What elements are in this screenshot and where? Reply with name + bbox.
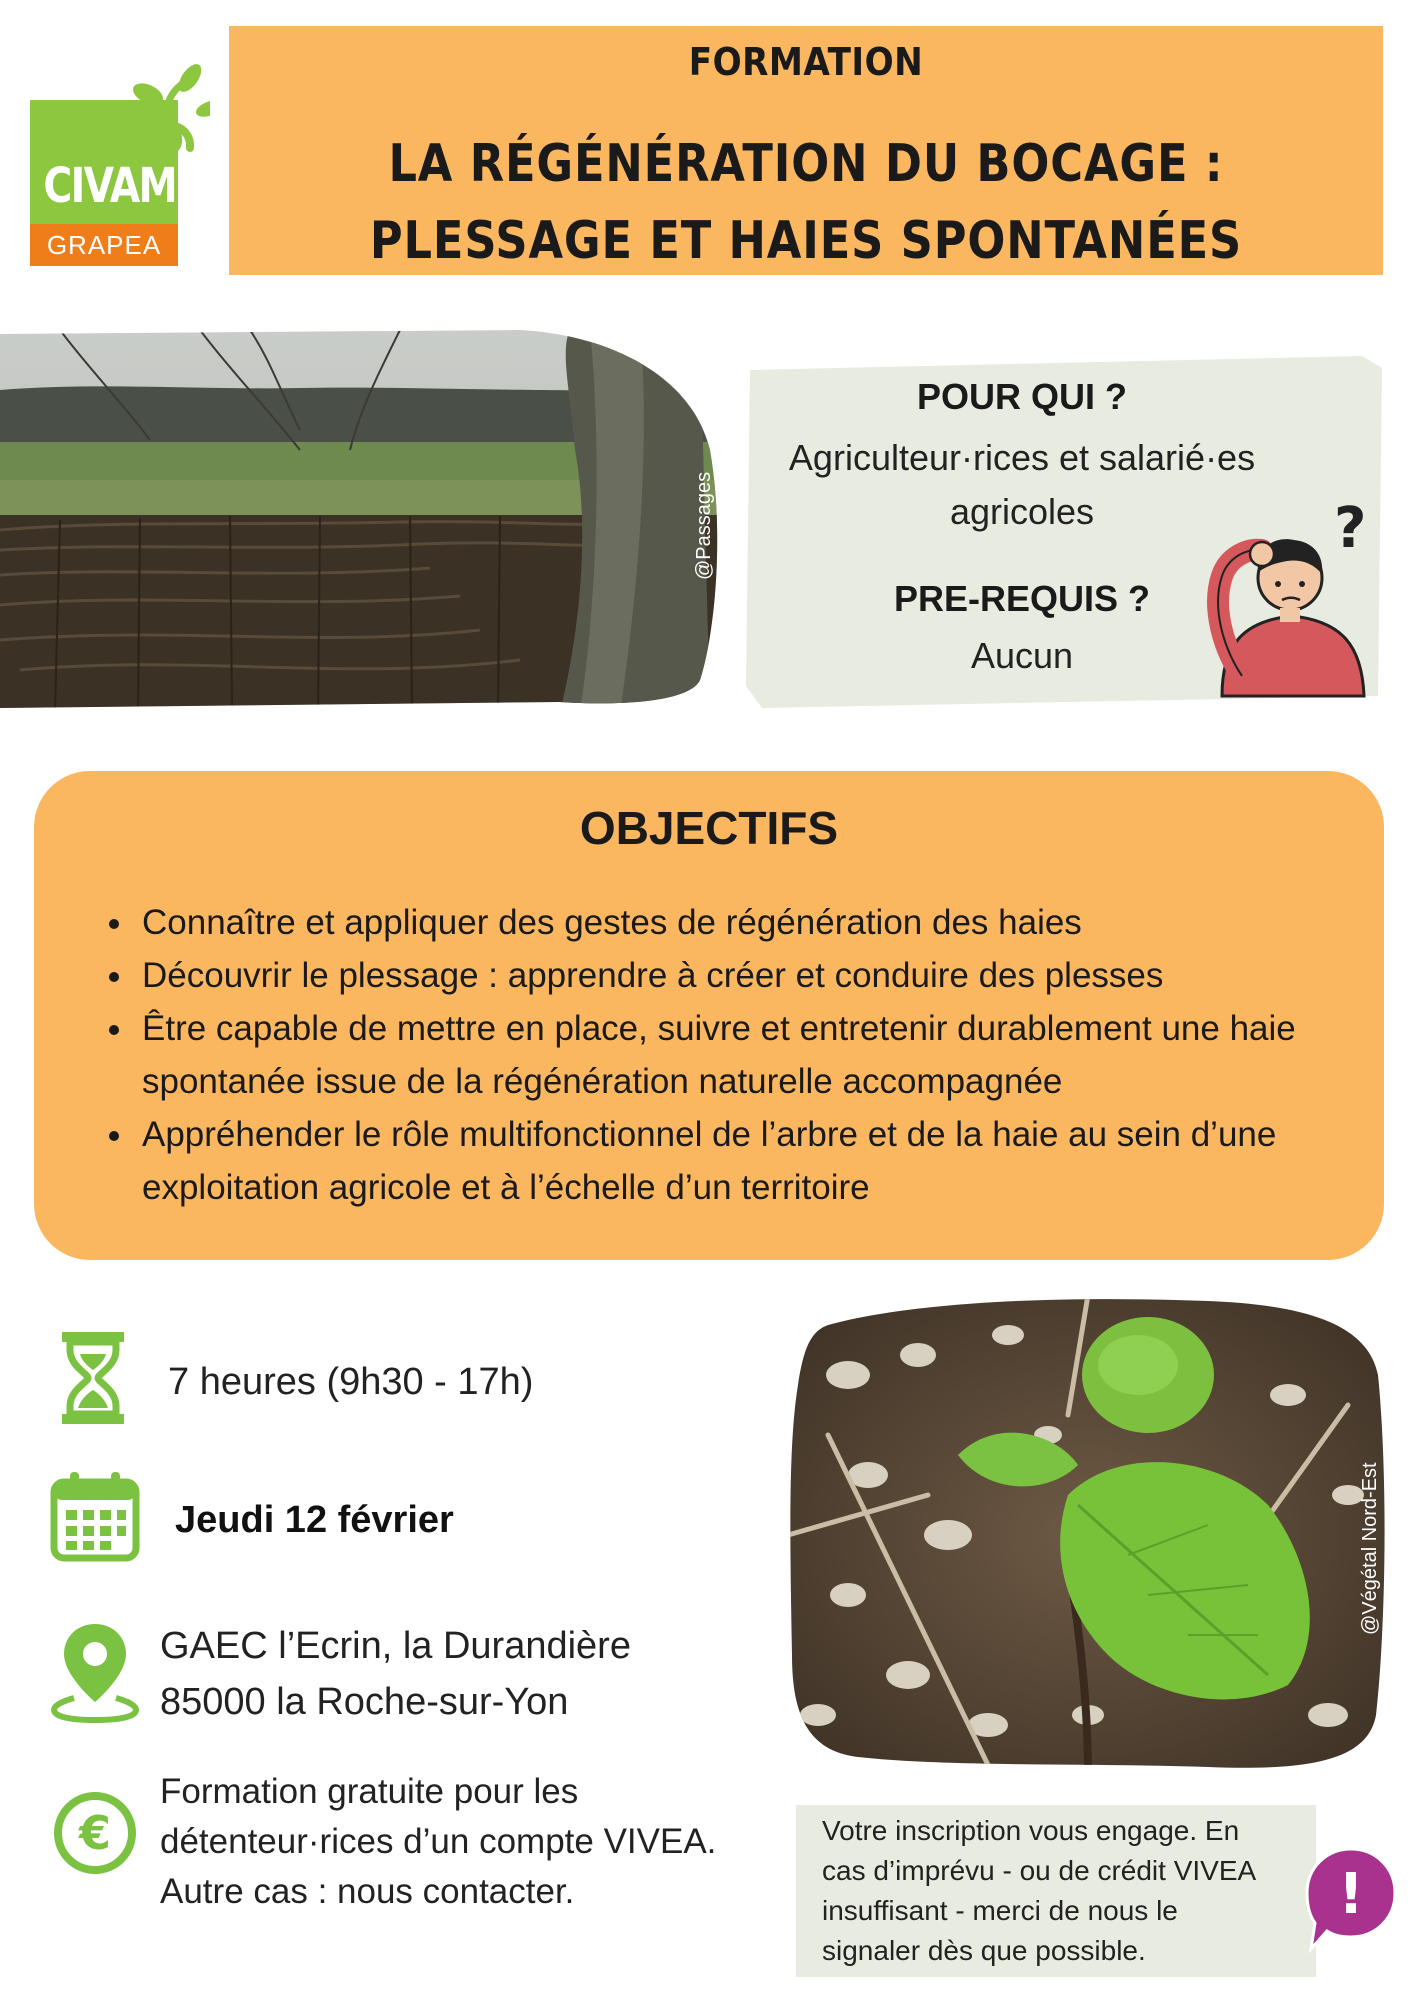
page-title-line1: LA RÉGÉNÉRATION DU BOCAGE : [388,134,1224,194]
photo2-credit: @Végétal Nord-Est [1359,1462,1381,1635]
seedling-photo [788,1295,1388,1775]
audience-box [742,356,1382,708]
duration-text: 7 heures (9h30 - 17h) [168,1361,534,1403]
objectives-heading: OBJECTIFS [579,802,839,854]
photo1-credit: @Passages [693,471,715,580]
alert-symbol: ! [1338,1862,1364,1927]
notice-line1: Votre inscription vous engage. En [822,1815,1240,1846]
prereq-text: Aucun [970,635,1074,676]
objective-item: • Connaître et appliquer des gestes de régénération des haies [136,896,1376,949]
objectives-list [98,896,1376,1214]
location-line1: GAEC l’Ecrin, la Durandière [160,1625,631,1667]
logo-civam-text: CIVAM [43,158,177,214]
prereq-heading: PRE-REQUIS ? [893,578,1151,619]
price-line3: Autre cas : nous contacter. [160,1872,575,1911]
page-title-line2: PLESSAGE ET HAIES SPONTANÉES [369,211,1243,271]
euro-icon [52,1790,138,1876]
calendar-icon [50,1470,140,1562]
audience-heading: POUR QUI ? [916,376,1127,417]
notice-line3: insuffisant - merci de nous le [822,1895,1178,1926]
alert-icon [1303,1845,1399,1955]
price-line2: détenteur·rices d’un compte VIVEA. [160,1822,717,1861]
title-banner [229,26,1383,275]
location-pin-icon [50,1620,140,1724]
objectives-panel [34,771,1384,1260]
location-line2: 85000 la Roche-sur-Yon [160,1681,569,1723]
svg-text:€: € [78,1806,112,1860]
civam-logo [30,50,210,270]
hourglass-icon [60,1330,126,1426]
objective-item: • Appréhender le rôle multifonctionnel de l’arbre et de la haie au sein d’une exploitation agricole et à l’échelle d’un territoire [136,1108,1376,1214]
price-line1: Formation gratuite pour les [160,1772,579,1811]
registration-notice [796,1805,1316,1977]
objective-item: • Découvrir le plessage : apprendre à créer et conduire des plesses [136,949,1376,1002]
logo-grapea-text: GRAPEA [46,230,162,260]
objective-item: • Être capable de mettre en place, suivre et entretenir durablement une haie spontanée issue de la régénération naturelle accompagnée [136,1002,1376,1108]
notice-line4: signaler dès que possible. [822,1935,1146,1966]
notice-line2: cas d’imprévu - ou de crédit VIVEA [822,1855,1257,1886]
audience-text-line2: agricoles [949,491,1095,532]
audience-text-line1: Agriculteur·rices et salarié·es [788,437,1256,478]
question-mark-icon: ? [1334,496,1367,561]
date-text: Jeudi 12 février [175,1499,454,1541]
kicker: FORMATION [688,40,924,84]
hedge-photo [0,330,725,712]
